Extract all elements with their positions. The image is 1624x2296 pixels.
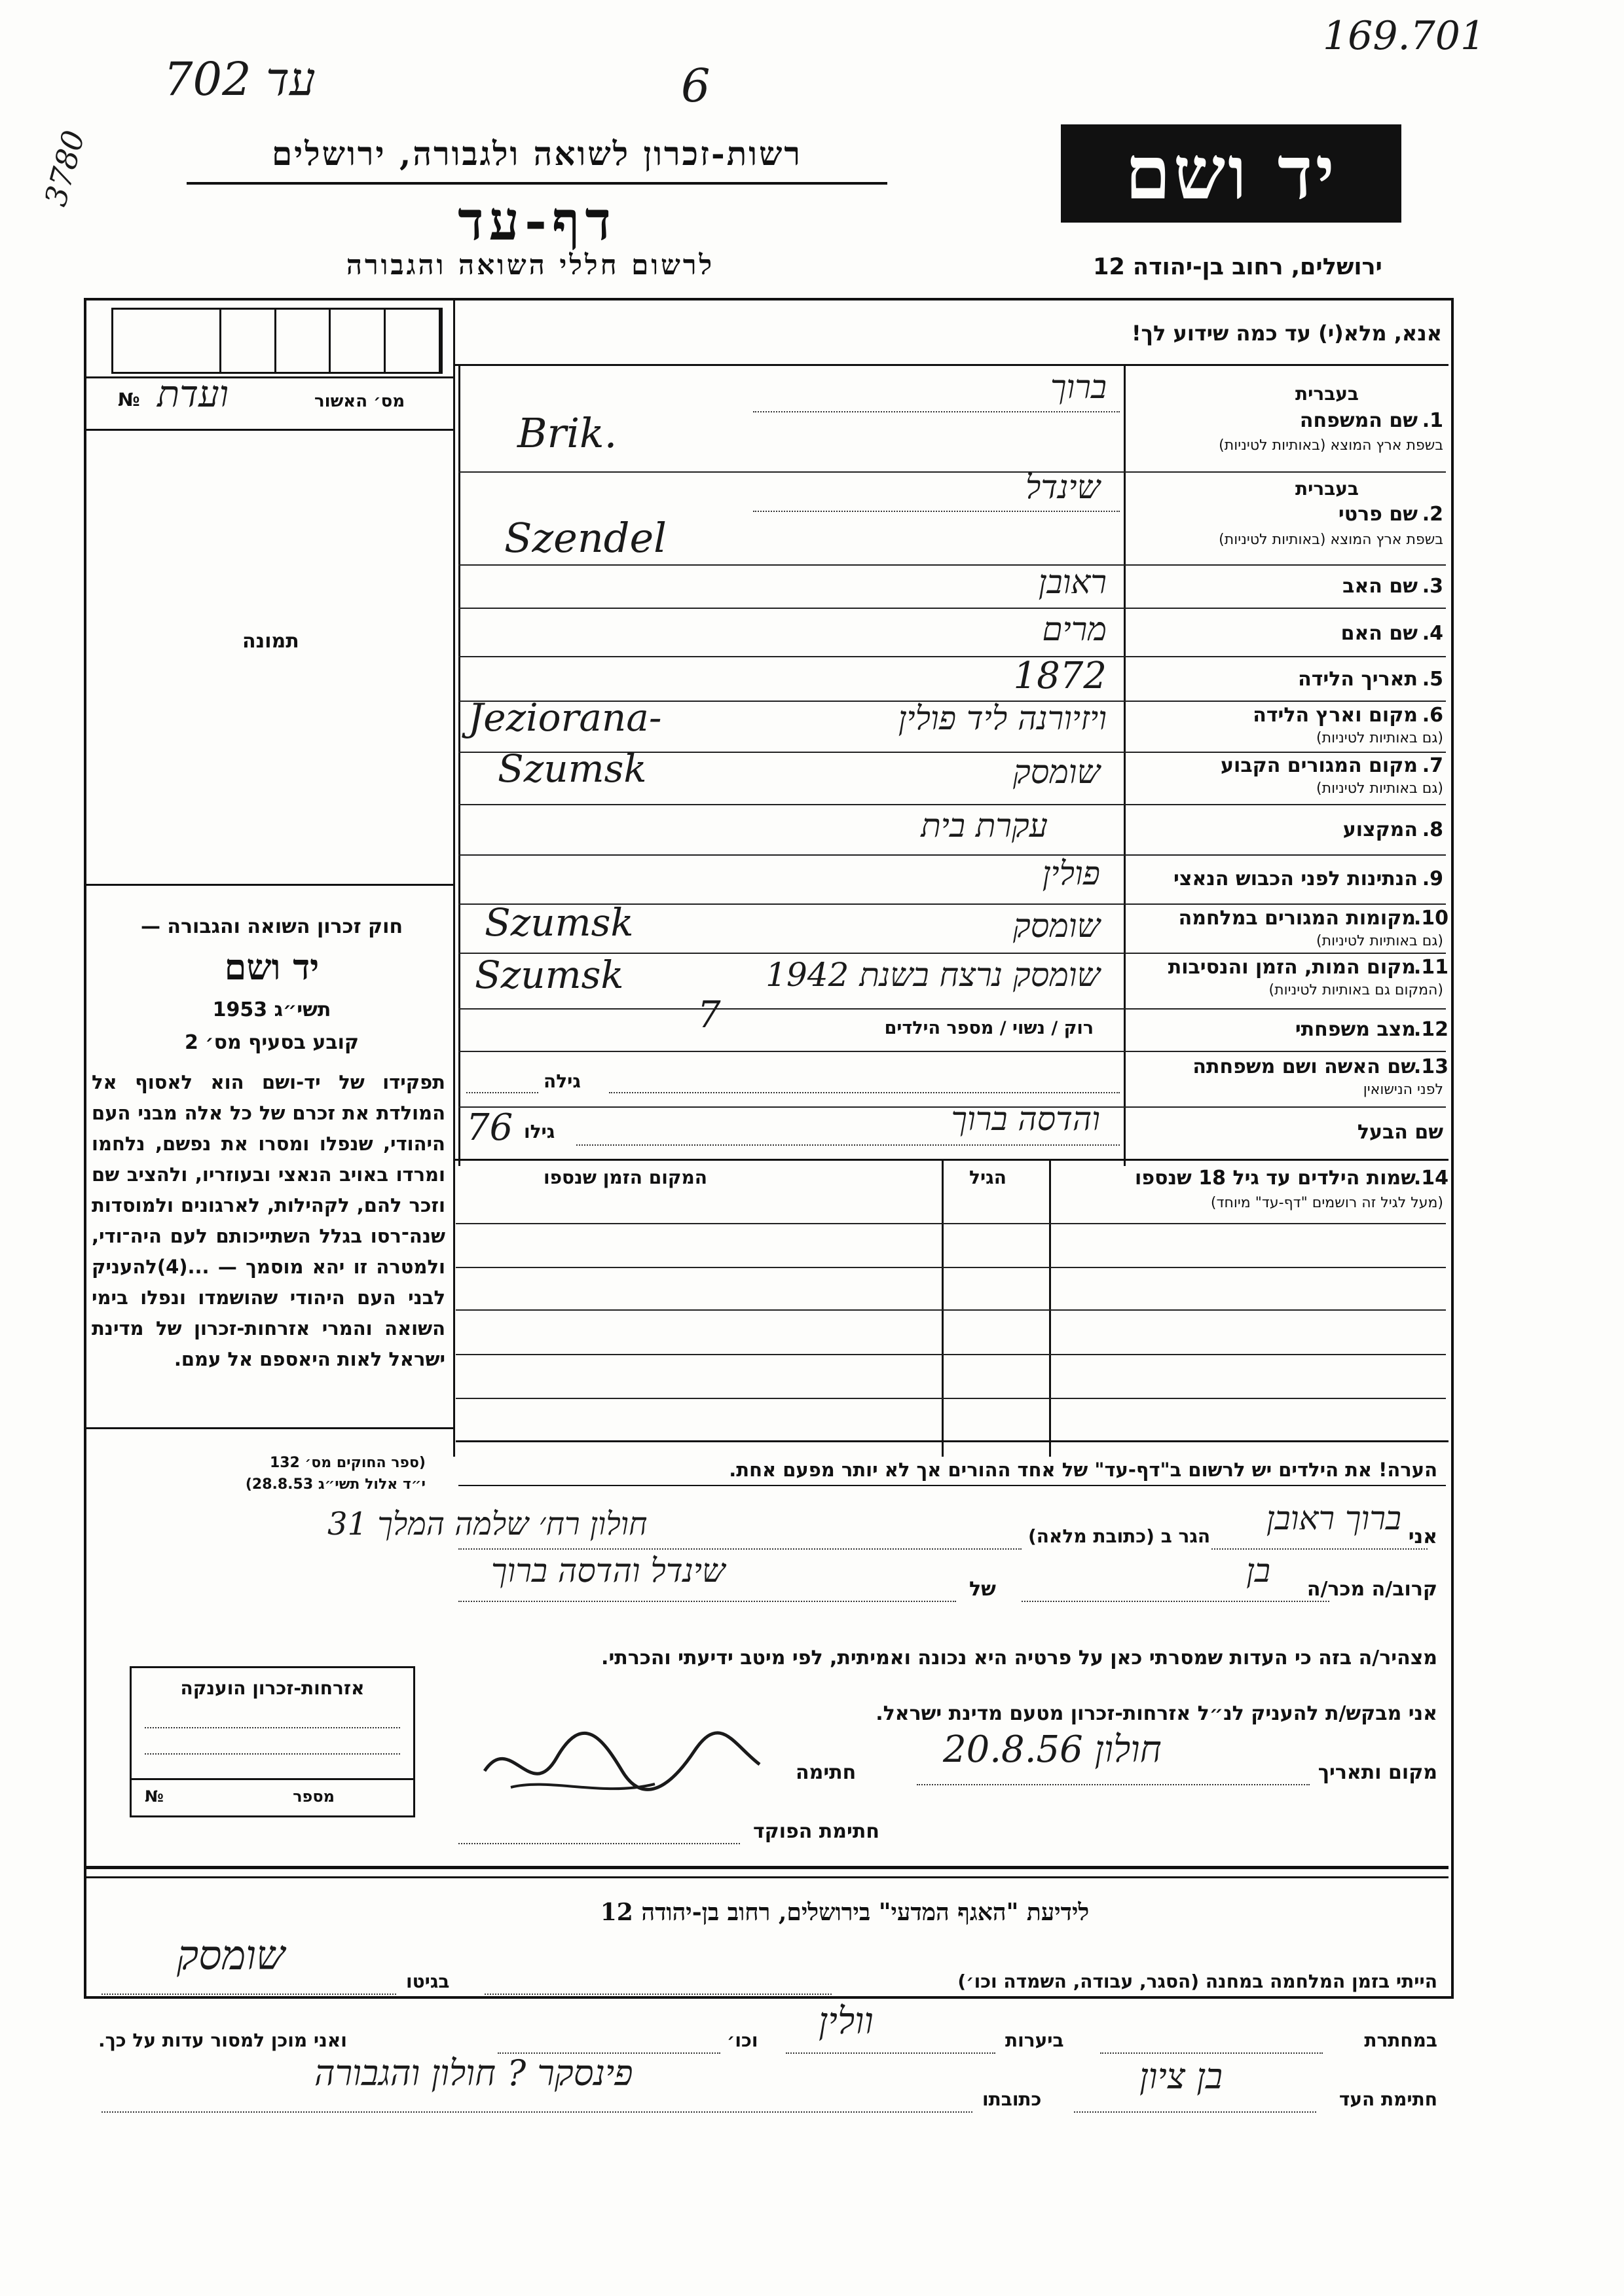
field-1-sub: בשפת ארץ המוצא (באותיות לטיניות) (1219, 437, 1443, 454)
field-11-value-lat: Szumsk (475, 953, 624, 997)
field-5-label: תאריך הלידה (1298, 668, 1418, 691)
field-1-he-line (753, 411, 1120, 412)
bottom-ghetto-line (101, 1994, 396, 1995)
bottom-forests-line (786, 2052, 995, 2054)
children-label: שמות הילדים עד גיל 18 שנספו (1135, 1167, 1416, 1190)
row-sep-12 (458, 1051, 1446, 1052)
field-10-num: 10. (1413, 907, 1449, 930)
field-4-value-he: מרים (1042, 610, 1107, 648)
field-13-sub: לפני הנישואין (1363, 1082, 1443, 1098)
field-10-sub: (גם באותיות לטיניות) (1316, 933, 1443, 949)
field-6-value-he: ויזיורנה ליד פולין (898, 699, 1107, 737)
declaration-place-date-line (917, 1784, 1310, 1785)
bottom-section-line-1 (86, 1866, 1449, 1869)
field-8-num: 8. (1422, 818, 1443, 841)
children-row-4 (456, 1354, 1446, 1355)
declaration-relation: בן (1246, 1552, 1270, 1590)
field-3-value-he: ראובן (1038, 563, 1107, 601)
row-sep-11 (458, 1008, 1446, 1010)
declaration-relative-label: קרוב/ה מכר/ה (1306, 1578, 1437, 1601)
field-7-num: 7. (1422, 754, 1443, 777)
field-12-value: 7 (697, 994, 721, 1036)
field-2-value-lat: Szendel (504, 514, 667, 562)
row-sep-8 (458, 854, 1446, 856)
law-text: תפקידו של יד-ושם הוא לאסוף אל המולדת את זכרם של כל אלה מבני העם היהודי, שנפלו ומסרו את נפשם, נלחמו ומרדו באויב הנאצי ובעוזריו, ולהציב שם וזכר להם, לקהילות, לארגונים ולמוסדות שנה־רסו בגלל השתייכותם לעם היה־ודי, ולמטרה זו יהא מוסמך — ...(4)להעניק לבני העם היהודי שהושמדו ונפלו בימי השואה והמרי אזרחות-זכרון של מדינת ישראל לאות היאספם אל עמם. (92, 1071, 445, 1370)
field-11-value-he: שומסק נרצח בשנת 1942 (766, 956, 1100, 994)
approval-underline (86, 429, 453, 431)
children-sub: (מעל לגיל זה רושמים "דף-עד" מיוחד) (1210, 1195, 1443, 1211)
field-7-value-he: שומסק (1012, 753, 1100, 791)
declaration-address-line (458, 1548, 1022, 1550)
approval-no-label: מס׳ האשור (314, 392, 405, 411)
bottom-witness-line (1074, 2111, 1316, 2113)
children-row-1 (456, 1223, 1446, 1224)
bottom-address-label: כתובתו (982, 2088, 1042, 2110)
bottom-address-value: פינסקר ? חולון והגבורה (314, 2052, 633, 2094)
approval-boxes (111, 308, 443, 374)
declaration-place-date-value: חולון 20.8.56 (943, 1728, 1162, 1771)
declaration-name-line (1211, 1548, 1428, 1550)
husband-age-value: 76 (466, 1106, 513, 1149)
field-11-label: מקום המות, הזמן והנסיבות (1168, 956, 1416, 979)
children-col-age: הגיל (969, 1167, 1006, 1188)
citizenship-number-symbol: № (145, 1787, 164, 1806)
bottom-witness-value: בן ציון (1139, 2056, 1223, 2097)
field-7-sub: (גם באותיות לטיניות) (1316, 780, 1443, 797)
citizenship-box (130, 1666, 415, 1817)
declaration-of-line (458, 1601, 956, 1602)
children-num: 14. (1413, 1167, 1449, 1190)
approval-no-value: ועדת (157, 373, 229, 416)
field-1-value-he: ברוך (1050, 368, 1107, 406)
fill-instruction: אנא, מלא(י) עד כמה שידוע לך! (1131, 321, 1442, 346)
citizenship-box-label: אזרחות-זכרון הוענקה (180, 1677, 365, 1699)
bottom-forests-value: וולין (819, 2000, 874, 2043)
row-sep-2 (458, 564, 1446, 566)
children-col-divider-1 (1049, 1159, 1051, 1457)
declaration-of-label: של (969, 1578, 996, 1601)
bottom-ready-label: ואני מוכן למסור עדות על כך. (98, 2030, 347, 2051)
field-7-value-lat: Szumsk (498, 746, 647, 791)
children-row-5 (456, 1398, 1446, 1399)
annotation-top-right: 169.701 (1323, 13, 1486, 59)
law-title: חוק זכרון השואה והגבורה — (140, 915, 403, 938)
yad-vashem-logo: יד ושם (1061, 124, 1401, 223)
field-10-label: מקומות המגורים במלחמה (1178, 907, 1416, 930)
row-sep-1 (458, 471, 1446, 473)
field-5-value-he: 1872 (1013, 655, 1107, 697)
bottom-address-line (101, 2111, 972, 2113)
children-col-place: המקום הזמן שנספו (544, 1167, 708, 1188)
value-column-left-edge (458, 364, 460, 1166)
sidebar-law-bottom-line (86, 1427, 453, 1429)
bottom-underground-label: במחתרת (1364, 2030, 1437, 2051)
annotation-left-margin: 3780 (37, 126, 92, 210)
authority-name: רשות-זכרון לשואה ולגבורה, ירושלים (271, 134, 802, 173)
field-13-label: שם האשה ושם משפחתה (1192, 1055, 1416, 1078)
field-6-value-lat: Jeziorana- (468, 695, 662, 740)
declaration-address: חולון רח׳ שלמה המלך 31 (327, 1506, 648, 1542)
law-clause: קובע בסעיף מס׳ 2 (184, 1031, 360, 1054)
field-12-label: מצב משפחתי (1295, 1018, 1416, 1041)
authority-underline (187, 182, 887, 185)
declaration-of-name: שינדל והדסה ברוך (491, 1552, 726, 1590)
children-note: הערה! את הילדים יש לרשום ב"דף-עד" של אחד ההורים אך לא יותר מפעם אחת. (729, 1459, 1437, 1481)
annotation-top-center: 6 (681, 59, 710, 113)
declaration-official-line (458, 1843, 740, 1844)
declaration-place-date-label: מקום ותאריך (1318, 1761, 1437, 1784)
bottom-etc-label: וכו׳ (727, 2030, 758, 2051)
field-4-num: 4. (1422, 622, 1443, 645)
field-2-value-he: שינדל (1025, 468, 1100, 506)
declaration-i-label: אני (1408, 1525, 1437, 1548)
husband-line (576, 1144, 1120, 1146)
declaration-request: אני מבקש/ת להעניק לנ״ל אזרחות-זכרון מטעם מדינת ישראל. (876, 1702, 1437, 1725)
declaration-truth: מצהיר/ה בזה כי העדות שמסרתי כאן על פרטיה היא נכונה ואמיתית, לפי מיטב ידיעתי והכרתי. (601, 1647, 1437, 1669)
field-3-label: שם האב (1342, 575, 1418, 598)
bottom-underground-line (1100, 2052, 1323, 2054)
law-citation-1: (ספר החוקים מס׳ 132 (269, 1455, 426, 1471)
field-9-label: הנתינות לפני הכבוש הנאצי (1173, 867, 1418, 890)
declaration-signature-label: חתימה (796, 1761, 857, 1784)
instruction-underline (453, 364, 1449, 366)
field-2-tag: בעברית (1295, 478, 1359, 500)
field-13-age-line (466, 1092, 538, 1093)
field-9-value-he: פולין (1042, 854, 1100, 892)
label-column-divider (1124, 364, 1126, 1166)
row-sep-14 (453, 1159, 1449, 1161)
citizenship-number-label: מספר (293, 1787, 335, 1806)
bottom-section-line-2 (86, 1876, 1449, 1878)
field-1-label: שם המשפחה (1299, 409, 1418, 432)
field-4-label: שם האם (1340, 622, 1418, 645)
field-6-sub: (גם באותיות לטיניות) (1316, 730, 1443, 746)
approval-row-separator (86, 376, 453, 378)
note-underline (458, 1485, 1446, 1486)
field-2-label: שם פרטי (1338, 503, 1418, 526)
bottom-title: לידיעת "האגף המדעי" בירושלים, רחוב בן-יהודה 12 (600, 1899, 1090, 1926)
header-address: ירושלים, רחוב בן-יהודה 12 (1093, 254, 1382, 280)
declaration-relation-line (1022, 1601, 1329, 1602)
children-row-3 (456, 1309, 1446, 1311)
signature-scribble-icon (471, 1725, 773, 1804)
children-row-2 (456, 1267, 1446, 1268)
field-7-label: מקום המגורים הקבוע (1221, 754, 1418, 777)
field-2-sub: בשפת ארץ המוצא (באותיות לטיניות) (1219, 532, 1443, 548)
field-1-num: 1. (1422, 409, 1443, 432)
law-year: תשי״ג 1953 (212, 998, 331, 1021)
bottom-camp-line (485, 1994, 832, 1995)
declaration-resides-label: הגר ב (כתובת מלאה) (1028, 1525, 1211, 1547)
field-13-line (609, 1092, 1120, 1093)
field-9-num: 9. (1422, 867, 1443, 890)
form-title: דף-עד (458, 190, 616, 253)
sidebar-divider (453, 298, 455, 1457)
bottom-forests-label: ביערות (1005, 2030, 1064, 2051)
law-citation-2: י״ד אלול תשי״ג 28.8.53) (245, 1476, 426, 1493)
children-col-divider-2 (942, 1159, 944, 1457)
bottom-ghetto-label: בגיטו (406, 1971, 450, 1992)
field-12-num: 12. (1413, 1018, 1449, 1041)
row-sep-7 (458, 804, 1446, 805)
field-11-sub: (המקום גם באותיות לטיניות) (1268, 982, 1443, 998)
bottom-witness-label: חתימת העד (1338, 2088, 1437, 2110)
field-2-he-line (753, 511, 1120, 512)
row-sep-3 (458, 608, 1446, 609)
husband-value-he: והדסה ברוך (951, 1100, 1100, 1138)
field-5-num: 5. (1422, 668, 1443, 691)
photo-label: תמונה (242, 630, 299, 653)
declarant-signature (471, 1725, 773, 1804)
husband-age-label: גילו (524, 1121, 555, 1142)
field-1-value-lat: Brik. (517, 409, 618, 457)
children-table-bottom (456, 1440, 1449, 1442)
field-6-label: מקום וארץ הלידה (1253, 704, 1418, 727)
field-13-age-label: גילה (544, 1070, 581, 1092)
husband-label: שם הבעל (1357, 1121, 1443, 1144)
field-6-num: 6. (1422, 704, 1443, 727)
field-2-num: 2. (1422, 503, 1443, 526)
field-13-num: 13. (1413, 1055, 1449, 1078)
field-3-num: 3. (1422, 575, 1443, 598)
annotation-top-left: עד 702 (164, 52, 316, 106)
field-11-num: 11. (1413, 956, 1449, 979)
bottom-camp-label: הייתי בזמן המלחמה במחנה (הסגר, עבודה, השמדה וכו׳) (957, 1971, 1437, 1992)
form-subtitle: לרשום חללי השואה והגבורה (346, 249, 715, 281)
bottom-ghetto-value: שומסק (177, 1931, 285, 1979)
field-8-value-he: עקרת בית (921, 807, 1048, 845)
field-10-value-he: שומסק (1012, 907, 1100, 945)
declaration-official-label: חתימת הפוקד (753, 1820, 879, 1843)
approval-no-symbol: № (118, 389, 140, 410)
sidebar-law-top-line (86, 884, 453, 886)
field-8-label: המקצוע (1342, 818, 1418, 841)
field-1-tag: בעברית (1295, 383, 1359, 405)
declaration-name: ברוך ראובן (1266, 1499, 1401, 1537)
row-sep-4 (458, 656, 1446, 657)
law-logo: יד ושם (224, 946, 320, 988)
field-10-value-lat: Szumsk (485, 900, 634, 945)
field-12-options: רוק / נשוי / מספר הילדים (884, 1018, 1094, 1038)
